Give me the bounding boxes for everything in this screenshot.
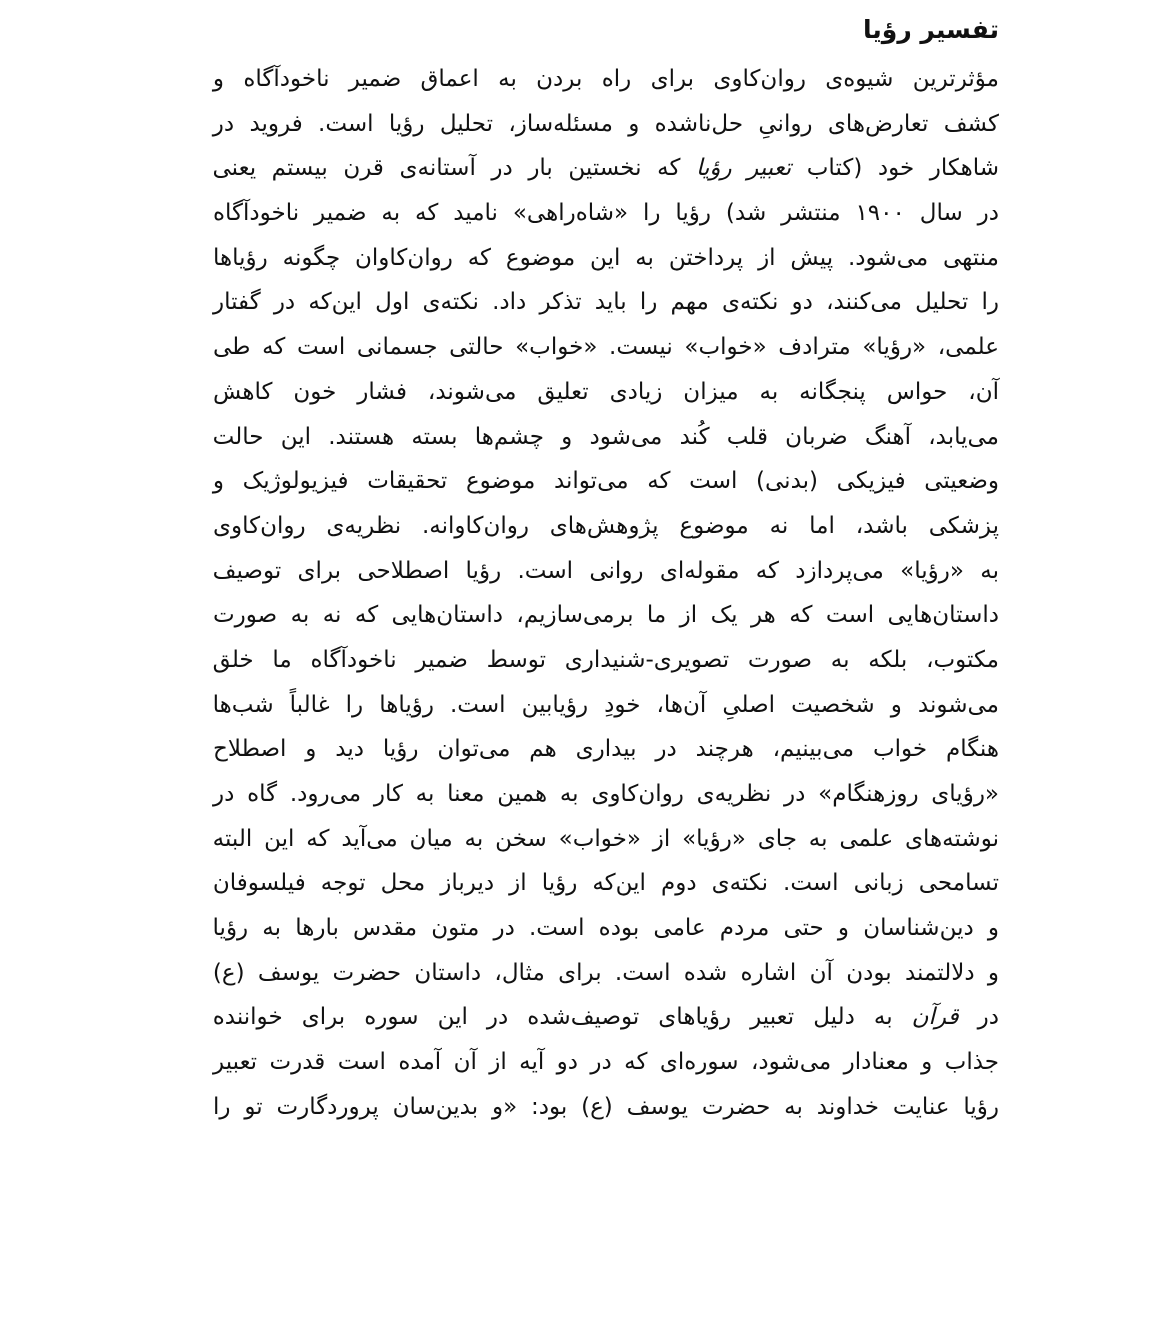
- text-line: «رؤیای روزهنگام» در نظریه‌ی روان‌کاوی به همین معنا به کار می‌رود. گاه در: [213, 781, 999, 807]
- text-line-with-quran: [213, 995, 999, 1040]
- text-line: داستان‌هایی است که هر یک از ما برمی‌سازیم، داستان‌هایی که نه به صورت: [213, 602, 999, 629]
- text-line: رؤیا عنایت خداوند به حضرت یوسف (ع) بود: «و بدین‌سان پروردگارت تو را: [213, 1093, 999, 1120]
- text-segment: به دلیل تعبیر رؤیاهای توصیف‌شده در این سوره برای خواننده: [212, 1004, 912, 1031]
- text-line: جذاب و معنادار می‌شود، سوره‌ای که در دو آیه از آن آمده است قدرت تعبیر: [213, 1049, 999, 1076]
- text-line: کشف تعارض‌های روانیِ حل‌ناشده و مسئله‌ساز، تحلیل رؤیا است. فروید در: [212, 110, 999, 137]
- text-line: آن، حواس پنجگانه به میزان زیادی تعلیق می‌شوند، فشار خون کاهش: [213, 378, 999, 405]
- text-line: می‌یابد، آهنگ ضربان قلب کُند می‌شود و چشم‌ها بسته هستند. این حالت: [212, 423, 999, 450]
- text-line: و دین‌شناسان و حتی مردم عامی بوده است. در متون مقدس بارها به رؤیا: [212, 915, 999, 942]
- text-line: هنگام خواب می‌بینیم، هرچند در بیداری هم می‌توان رؤیا دید و اصطلاح: [213, 736, 999, 763]
- text-line: به «رؤیا» می‌پردازد که مقوله‌ای روانی است. رؤیا اصطلاحی برای توصیف: [212, 557, 999, 584]
- text-segment: شاهکار خود (کتاب: [791, 155, 999, 182]
- text-line: مؤثرترین شیوه‌ی روان‌کاوی برای راه بردن به اعماق ضمیر ناخودآگاه و: [212, 66, 999, 92]
- body-paragraph: [213, 57, 999, 1130]
- text-line: مکتوب، بلکه به صورت تصویری-شنیداری توسط ضمیر ناخودآگاه ما خلق: [212, 646, 999, 673]
- text-line: پزشکی باشد، اما نه موضوع پژوهش‌های روان‌کاوانه. نظریه‌ی روان‌کاوی: [213, 512, 999, 539]
- text-line-with-book-title: [213, 146, 999, 191]
- text-line: منتهی می‌شود. پیش از پرداختن به این موضوع که روان‌کاوان چگونه رؤیاها: [213, 244, 999, 271]
- book-title-italic: تعبیر رؤیا: [695, 155, 792, 182]
- text-line: و دلالتمند بودن آن اشاره شده است. برای مثال، داستان حضرت یوسف (ع): [212, 959, 999, 986]
- text-line: وضعیتی فیزیکی (بدنی) است که می‌تواند موضوع تحقیقات فیزیولوژیک و: [212, 468, 999, 495]
- text-line: تسامحی زبانی است. نکته‌ی دوم این‌که رؤیا از دیرباز محل توجه فیلسوفان: [212, 870, 999, 897]
- text-segment: که نخستین بار در آستانه‌ی قرن بیستم یعنی: [212, 155, 696, 182]
- text-line: را تحلیل می‌کنند، دو نکته‌ی مهم را باید تذکر داد. نکته‌ی اول این‌که در گفتار: [213, 289, 999, 316]
- text-line: نوشته‌های علمی به جای «رؤیا» از «خواب» سخن به میان می‌آید که این البته: [212, 825, 999, 852]
- section-title: تفسیر رؤیا: [863, 15, 999, 44]
- quran-italic: قرآن: [911, 1004, 959, 1031]
- text-line: در سال ۱۹۰۰ منتشر شد) رؤیا را «شاه‌راهی» نامید که به ضمیر ناخودآگاه: [213, 200, 999, 227]
- text-line: علمی، «رؤیا» مترادف «خواب» نیست. «خواب» حالتی جسمانی است که طی: [213, 334, 999, 361]
- text-segment: در: [958, 1004, 999, 1031]
- text-line: می‌شوند و شخصیت اصلیِ آن‌ها، خودِ رؤیابین است. رؤیاها را غالباً شب‌ها: [212, 691, 999, 718]
